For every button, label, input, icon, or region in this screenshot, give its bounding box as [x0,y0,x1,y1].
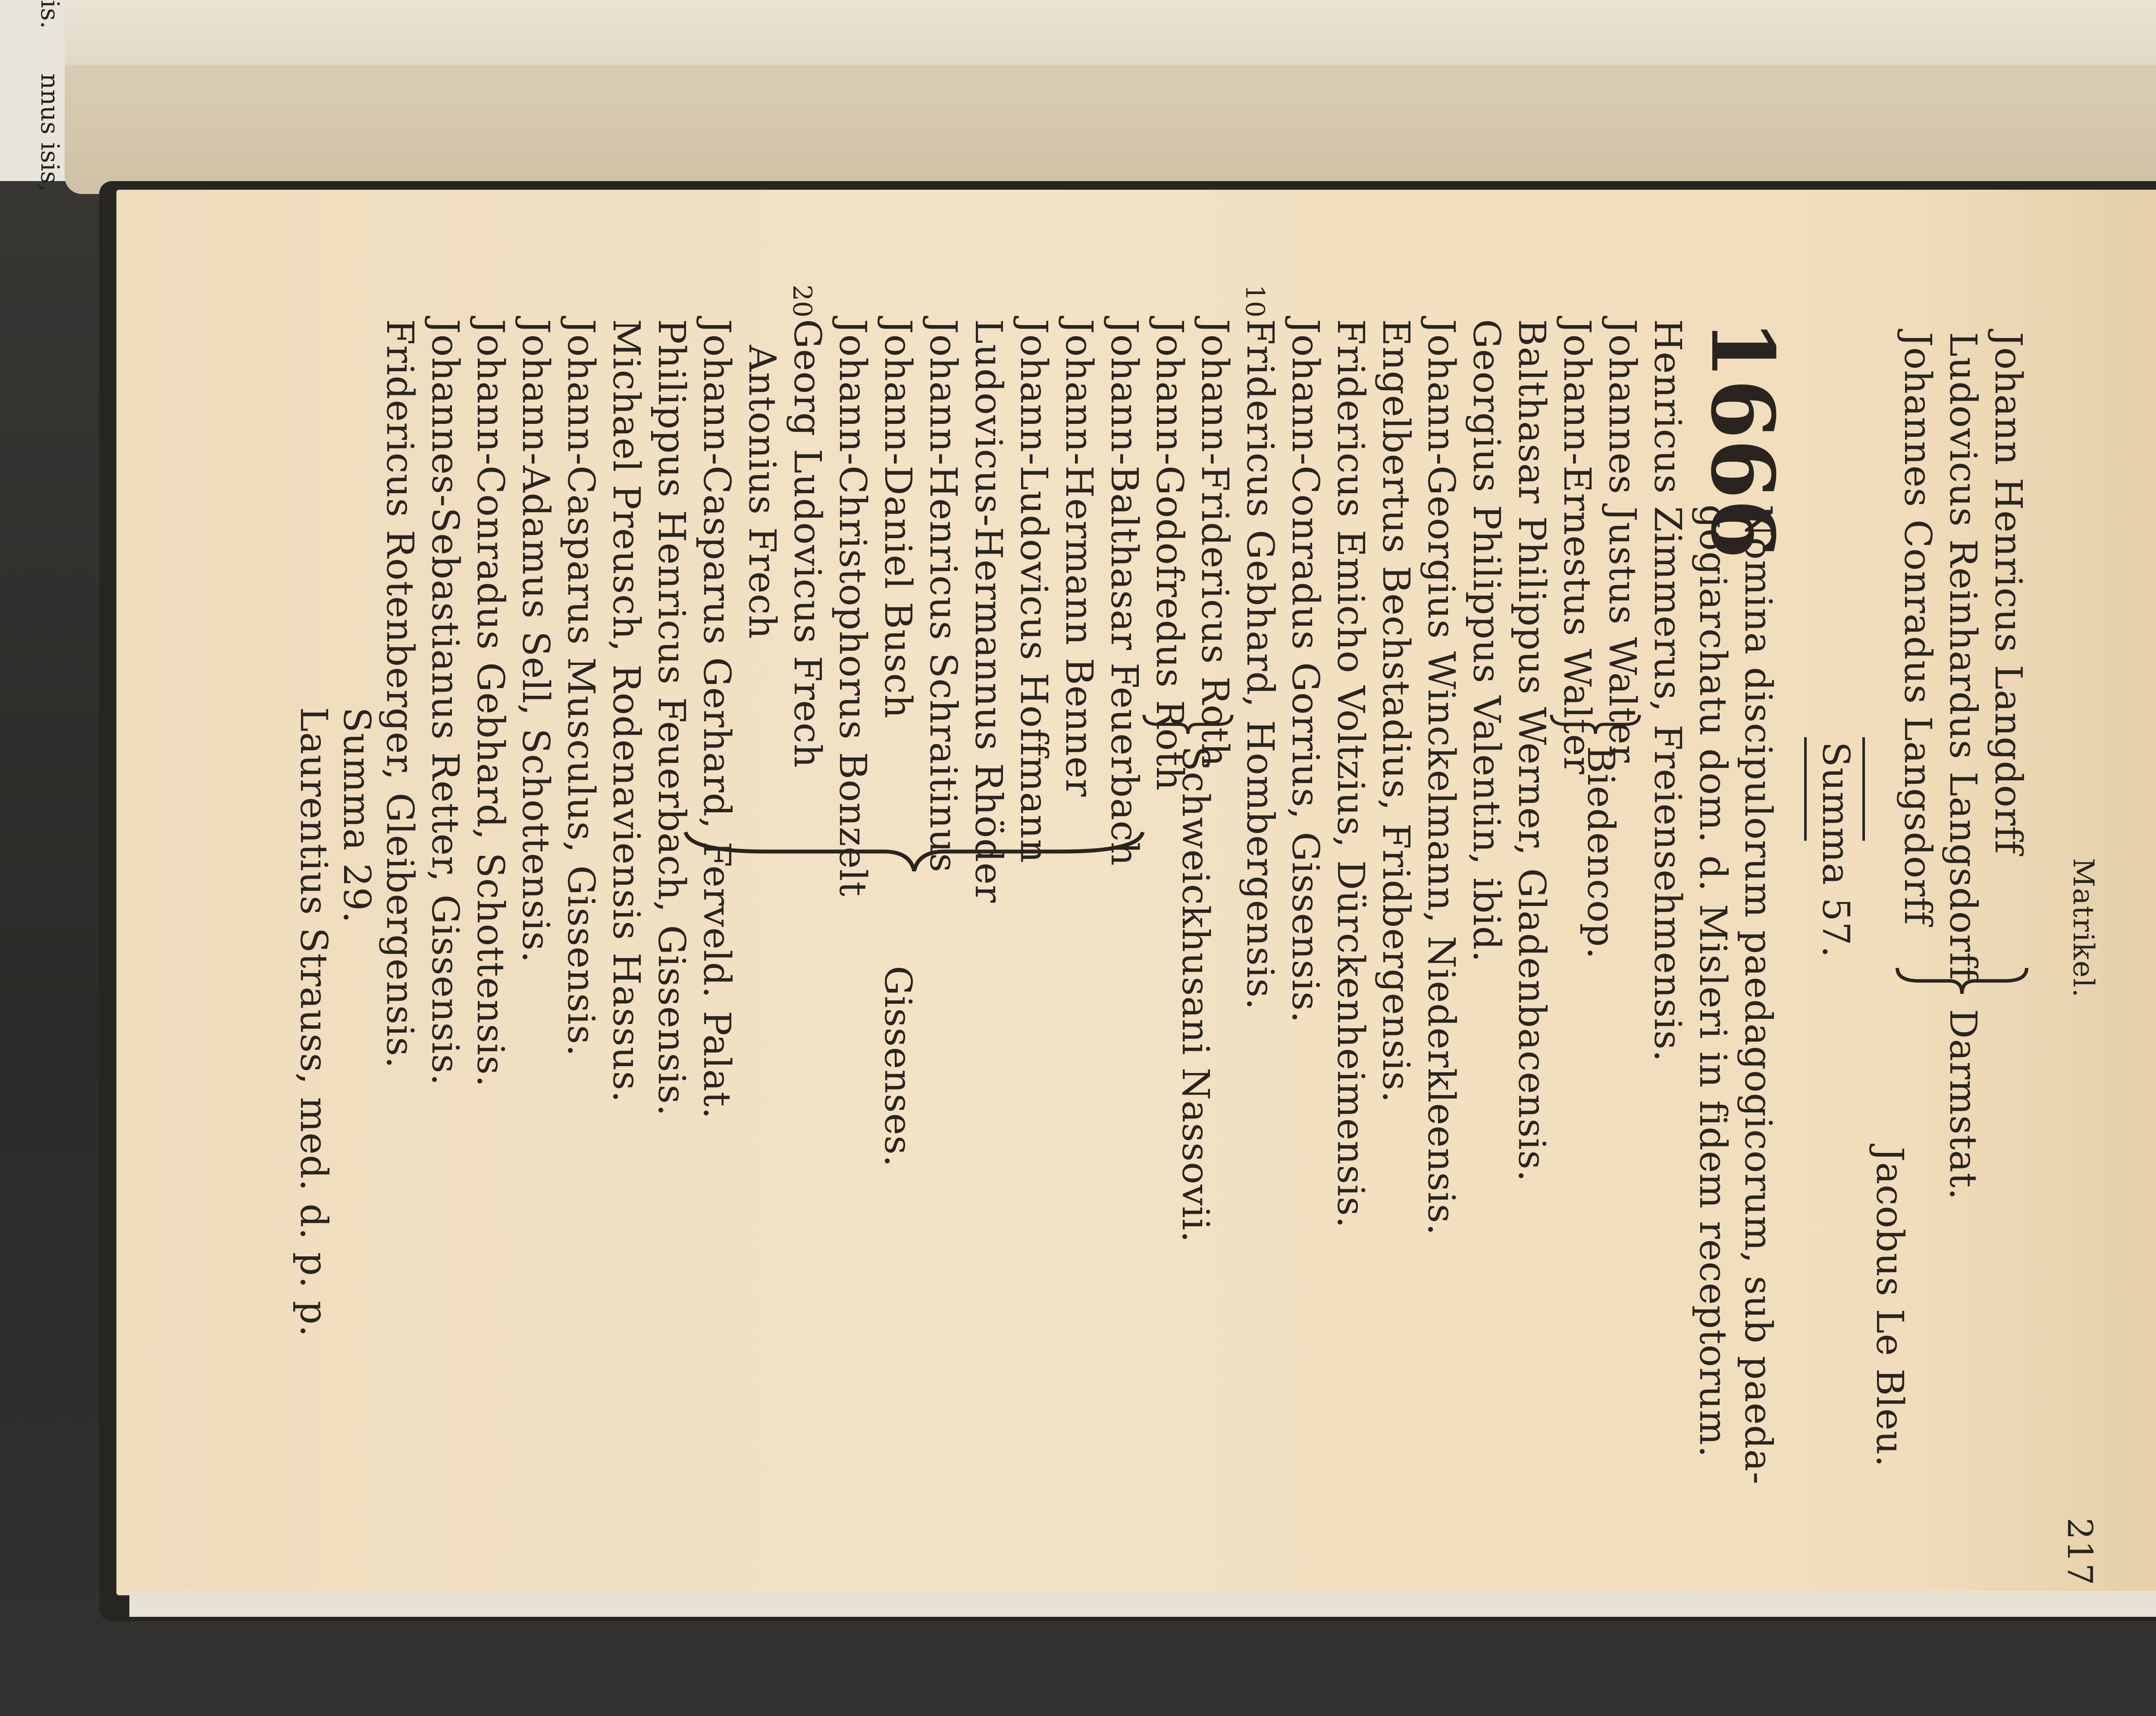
right-brace [1141,711,1235,737]
right-brace [1548,711,1643,737]
previous-page-sliver [0,0,69,192]
prev-fragment: is. [35,0,65,29]
section-heading: Nomina discipulorum paedagogicorum, sub paeda- [1736,504,1780,1485]
student-entry: Johann-Ernestus Walter [1555,319,1598,775]
student-entry: Engelbertus Bechstadius, Fridbergensis. [1374,319,1417,1103]
student-entry: Johann-Conradus Gorrius, Gissensis. [1284,319,1327,1024]
rule [1862,737,1865,841]
student-entry: Balthasar Philippus Werner, Gladenbacensis. [1510,319,1553,1182]
student-entry: Michael Preusch, Rodenaviensis Hassus. [605,319,648,1103]
closing-entry: Laurentius Strauss, med. d. p. p. [292,707,335,1337]
summa-total: Summa 57. [1814,742,1857,958]
student-entry: Philippus Henricus Feuerbach, Gissensis. [650,319,693,1117]
top-entry: Johannes Conradus Langsdorff [1896,332,1939,925]
top-entry: Ludovicus Reinhardus Langsdorff [1941,332,1984,981]
page-number: 217 [2060,1518,2100,1586]
student-entry: Johannes Justus Walter [1601,319,1644,763]
student-entry: Johann-Georgius Winckelmann, Niederkleensis. [1420,319,1463,1236]
student-entry: Johann-Casparus Musculus, Gissensis. [559,319,602,1057]
summa-total: Summa 29. [335,707,378,924]
top-entry: Johann Henricus Langdorff [1987,332,2030,855]
student-entry: Johann-Christophorus Bonzelt [831,319,874,897]
student-entry: Johann-Conradus Gebhard, Schottensis. [469,319,512,1087]
line-number: 10 [1240,285,1270,318]
student-entry: Henricus Zimmerus, Freiensehmensis. [1646,319,1689,1062]
right-brace [681,828,1147,875]
running-title: Matrikel. [2067,858,2100,999]
book-page-stack [65,65,2156,194]
student-entry: Johann-Fridericus Roth [1193,319,1236,767]
student-entry: Antonius Frech [740,345,783,639]
student-entry: Johann-Ludovicus Hoffmann [1012,319,1055,864]
student-entry: Johannes-Sebastianus Retter, Gissensis. [423,319,467,1086]
student-entry: Ludovicus-Hermannus Rhöder [967,319,1010,903]
section-heading: gogiarchatu dom. d. Misleri in fidem receptorum. [1691,504,1734,1458]
student-entry: Georgius Philippus Valentin, ibid. [1465,319,1508,963]
student-entry: Georg Ludovicus Frech [786,319,829,768]
page-text [112,276,2104,1595]
student-entry: Fridericus Emicho Voltzius, Dürckenheimensis. [1329,319,1372,1229]
origin-label: Gissenses. [876,966,919,1168]
origin-label: Darmstat. [1941,1009,1984,1200]
student-entry: Johann-Godofredus Roth [1148,319,1191,791]
origin-label: Biedencop. [1579,746,1622,960]
line-number: 20 [787,285,817,318]
student-entry: Johann-Balthasar Feuerbach [1103,319,1146,866]
prev-fragment: nnus [35,73,65,135]
jacobus-entry: Jacobus Le Bleu. [1868,1147,1911,1468]
student-entry: Johann-Adamus Sell, Schottensis. [514,319,557,963]
student-entry: Johann-Casparus Gerhard, Ferveld. Palat. [695,319,738,1120]
rule [1804,737,1807,841]
student-entry: Fridericus Gebhard, Hombergensis. [1238,319,1282,1010]
student-entry: Fridericus Rotenberger, Gleibergensis. [378,319,421,1069]
student-entry: Johann-Daniel Busch [876,319,919,719]
prev-fragment: isis, [35,142,65,192]
student-entry: Johann-Henricus Schraitinus [921,319,965,873]
right-brace [1893,964,2031,998]
year-heading: 1666 [1692,319,1793,559]
origin-label: Schweickhusani Nassovii. [1174,746,1217,1243]
student-entry: Johann-Hermann Benner [1057,319,1100,797]
